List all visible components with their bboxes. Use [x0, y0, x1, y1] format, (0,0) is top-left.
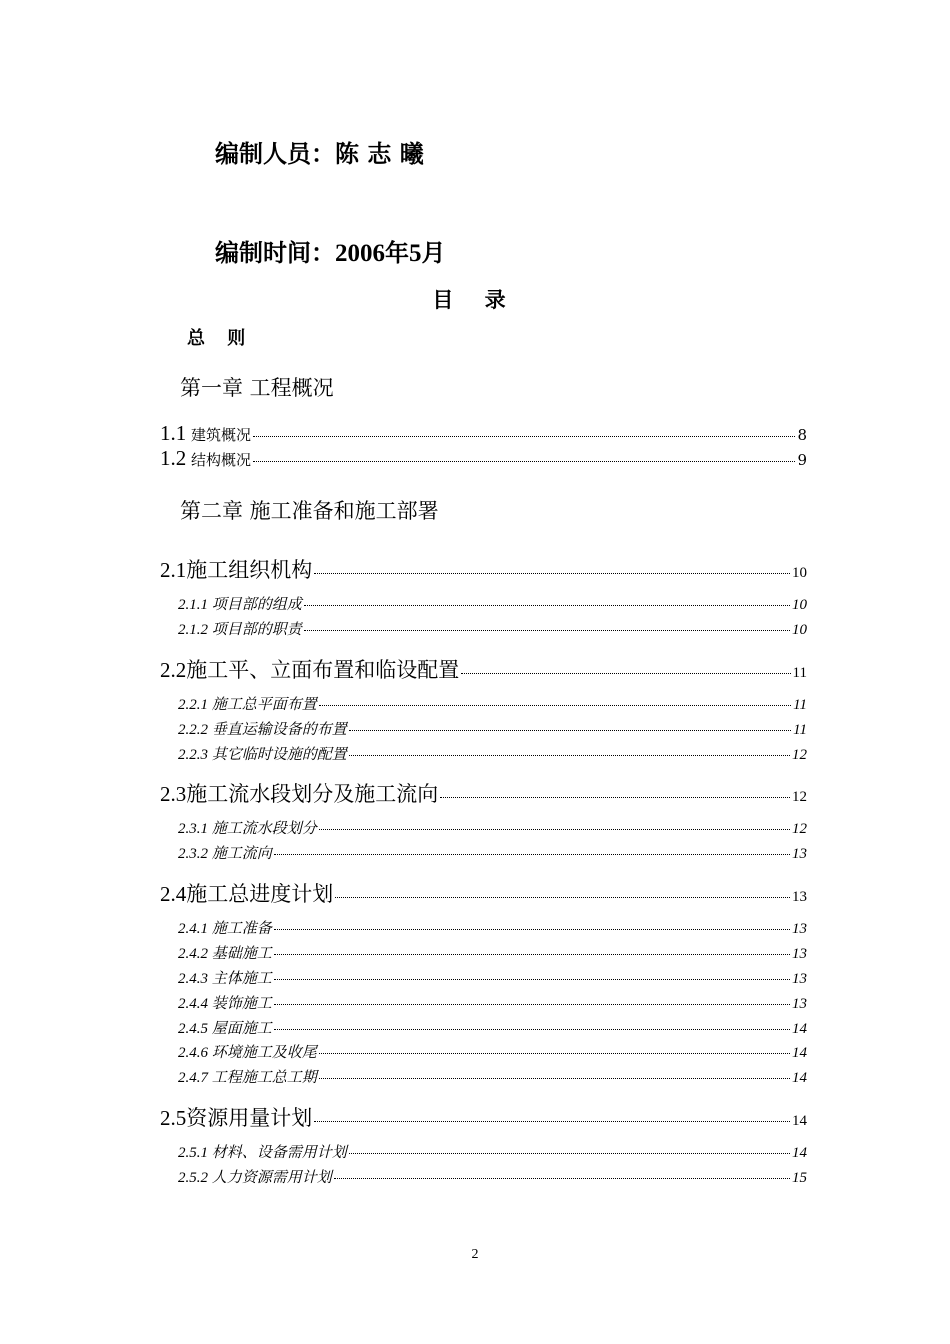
toc-entry-1-1[interactable]: [160, 421, 807, 446]
toc-subsection-page: 14: [792, 1045, 807, 1061]
compile-month: 5: [409, 240, 422, 267]
compiler-label: 编制人员：: [215, 140, 335, 168]
toc-section-title: 施工流水段划分及施工流向: [186, 782, 439, 806]
toc-general: 总 则: [187, 328, 254, 349]
toc-subsection-2-4-1[interactable]: [178, 917, 807, 938]
toc-subsection-label: 2.5.1 材料、设备需用计划: [178, 1145, 347, 1161]
chapter-1-title[interactable]: 第一章 工程概况: [180, 376, 334, 400]
toc-section-2-4[interactable]: [160, 878, 807, 908]
toc-entry-number: 1.1: [160, 421, 187, 445]
compiler-line: [215, 134, 424, 169]
dot-leader: [253, 461, 795, 462]
toc-subsection-label: 2.2.2 垂直运输设备的布置: [178, 722, 347, 738]
toc-section-2-2[interactable]: [160, 654, 807, 684]
toc-subsection-label: 2.4.5 屋面施工: [178, 1021, 272, 1037]
dot-leader: [334, 1178, 790, 1179]
toc-section-number: 2.5: [160, 1106, 187, 1130]
toc-subsection-page: 14: [792, 1070, 807, 1086]
dot-leader: [274, 1029, 790, 1030]
toc-subsection-page: 10: [792, 622, 807, 638]
dot-leader: [274, 1004, 790, 1005]
toc-subsection-label: 2.4.7 工程施工总工期: [178, 1070, 317, 1086]
toc-subsection-label: 2.4.2 基础施工: [178, 946, 272, 962]
toc-subsection-2-4-4[interactable]: [178, 992, 807, 1013]
toc-subsection-label: 2.4.1 施工准备: [178, 921, 272, 937]
toc-subsection-2-4-5[interactable]: [178, 1017, 807, 1038]
chapter-2-title[interactable]: 第二章 施工准备和施工部署: [180, 499, 439, 523]
compile-month-unit: 月: [421, 239, 446, 267]
toc-subsection-page: 10: [792, 597, 807, 613]
toc-subsection-label: 2.1.2 项目部的职责: [178, 622, 302, 638]
dot-leader: [319, 1078, 790, 1079]
dot-leader: [274, 854, 790, 855]
toc-subsection-2-4-6[interactable]: [178, 1041, 807, 1062]
toc-subsection-2-1-2[interactable]: [178, 618, 807, 639]
toc-subsection-label: 2.2.3 其它临时设施的配置: [178, 747, 347, 763]
toc-subsection-2-2-3[interactable]: [178, 743, 807, 764]
toc-section-number: 2.2: [160, 658, 187, 682]
dot-leader: [314, 573, 790, 574]
toc-subsection-label: 2.4.6 环境施工及收尾: [178, 1045, 317, 1061]
dot-leader: [319, 705, 791, 706]
toc-subsection-2-1-1[interactable]: [178, 593, 807, 614]
toc-section-title: 资源用量计划: [186, 1106, 313, 1130]
toc-section-number: 2.1: [160, 558, 187, 582]
toc-section-2-3[interactable]: [160, 778, 807, 808]
toc-subsection-label: 2.3.1 施工流水段划分: [178, 821, 317, 837]
toc-section-number: 2.3: [160, 782, 187, 806]
toc-subsection-page: 13: [792, 921, 807, 937]
toc-section-page: 12: [792, 789, 807, 805]
toc-entry-number: 1.2: [160, 446, 187, 470]
dot-leader: [349, 730, 791, 731]
toc-subsection-2-3-2[interactable]: [178, 842, 807, 863]
toc-subsection-2-4-2[interactable]: [178, 942, 807, 963]
toc-entry-page: 9: [797, 451, 807, 469]
toc-section-title: 施工组织机构: [186, 558, 313, 582]
toc-subsection-page: 12: [792, 821, 807, 837]
compile-time-line: [215, 233, 446, 268]
page-number: 2: [471, 1247, 479, 1262]
compiler-name: 陈 志 曦: [335, 140, 424, 168]
toc-entry-page: 8: [797, 426, 807, 444]
toc-subsection-2-3-1[interactable]: [178, 817, 807, 838]
toc-subsection-page: 15: [792, 1170, 807, 1186]
toc-section-2-5[interactable]: [160, 1102, 807, 1132]
toc-section-page: 13: [792, 889, 807, 905]
toc-section-title: 施工总进度计划: [186, 882, 334, 906]
dot-leader: [274, 929, 790, 930]
dot-leader: [253, 436, 795, 437]
toc-subsection-2-5-1[interactable]: [178, 1141, 807, 1162]
toc-subsection-label: 2.2.1 施工总平面布置: [178, 697, 317, 713]
toc-subsection-label: 2.1.1 项目部的组成: [178, 597, 302, 613]
dot-leader: [461, 673, 790, 674]
toc-subsection-page: 11: [793, 722, 807, 738]
toc-section-page: 11: [792, 665, 807, 681]
toc-section-number: 2.4: [160, 882, 187, 906]
toc-subsection-page: 13: [792, 946, 807, 962]
toc-title: 目 录: [432, 288, 518, 312]
toc-subsection-page: 13: [792, 971, 807, 987]
toc-subsection-label: 2.4.3 主体施工: [178, 971, 272, 987]
toc-section-page: 10: [792, 565, 807, 581]
toc-subsection-2-4-7[interactable]: [178, 1066, 807, 1087]
toc-subsection-page: 14: [792, 1145, 807, 1161]
toc-subsection-label: 2.5.2 人力资源需用计划: [178, 1170, 332, 1186]
toc-entry-title: 建筑概况: [191, 426, 252, 444]
toc-subsection-2-4-3[interactable]: [178, 967, 807, 988]
dot-leader: [304, 630, 790, 631]
compile-year-unit: 年: [385, 239, 409, 267]
toc-subsection-label: 2.3.2 施工流向: [178, 846, 272, 862]
toc-section-2-1[interactable]: [160, 554, 807, 584]
dot-leader: [304, 605, 790, 606]
toc-subsection-page: 13: [792, 996, 807, 1012]
dot-leader: [319, 829, 790, 830]
dot-leader: [349, 1153, 790, 1154]
toc-section-page: 14: [792, 1113, 807, 1129]
toc-subsection-2-2-2[interactable]: [178, 718, 807, 739]
toc-subsection-page: 12: [792, 747, 807, 763]
toc-entry-title: 结构概况: [191, 451, 252, 469]
toc-subsection-2-2-1[interactable]: [178, 693, 807, 714]
toc-entry-1-2[interactable]: [160, 446, 807, 471]
toc-section-title: 施工平、立面布置和临设配置: [186, 658, 460, 682]
toc-subsection-label: 2.4.4 装饰施工: [178, 996, 272, 1012]
toc-subsection-page: 11: [793, 697, 807, 713]
dot-leader: [274, 954, 790, 955]
compile-year: 2006: [335, 240, 385, 267]
dot-leader: [349, 755, 790, 756]
toc-subsection-page: 14: [792, 1021, 807, 1037]
dot-leader: [274, 979, 790, 980]
dot-leader: [440, 797, 790, 798]
dot-leader: [314, 1121, 790, 1122]
toc-subsection-2-5-2[interactable]: [178, 1166, 807, 1187]
dot-leader: [335, 897, 790, 898]
dot-leader: [319, 1053, 790, 1054]
toc-subsection-page: 13: [792, 846, 807, 862]
compile-time-label: 编制时间：: [215, 239, 335, 267]
